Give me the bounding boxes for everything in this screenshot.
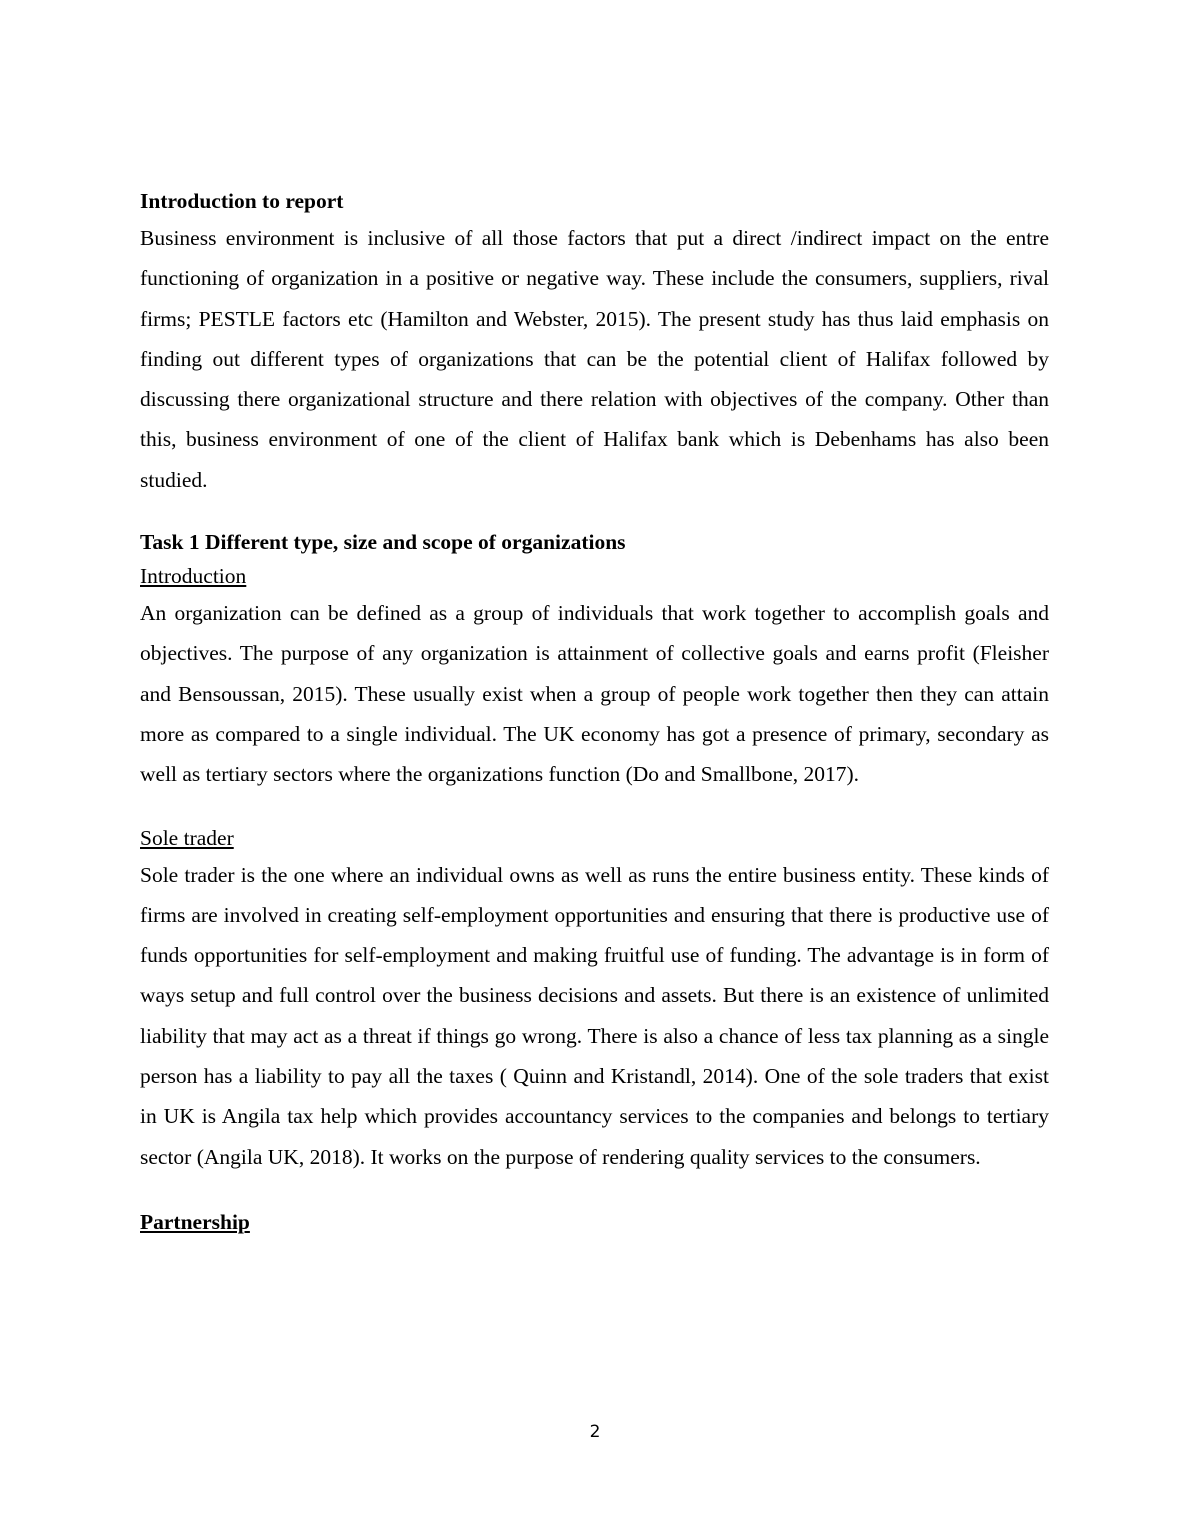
sole-trader-paragraph: Sole trader is the one where an individual owns as well as runs the entire business entity. These kinds of firms are involved in creating self-employment opportunities and ensuring that there is productive use of funds opportunities for self-employment and making fruitful use of funding. The advantage is in form of ways setup and full control over the business decisions and assets. But there is an existence of unlimited liability that may act as a threat if things go wrong. There is also a chance of less tax planning as a single person has a liability to pay all the taxes ( Quinn and Kristandl, 2014). One of the sole traders that exist in UK is Angila tax help which provides accountancy services to the companies and belongs to tertiary sector (Angila UK, 2018). It works on the purpose of rendering quality services to the consumers. xyxy=(140,862,1049,1169)
document-page xyxy=(140,184,1049,1239)
task1-introduction-paragraph: An organization can be defined as a group of individuals that work together to accomplish goals and objectives. The purpose of any organization is attainment of collective goals and earns profit (Fleisher and Bensoussan, 2015). These usually exist when a group of people work together then they can attain more as compared to a single individual. The UK economy has got a presence of primary, secondary as well as tertiary sectors where the organizations function (Do and Smallbone, 2017). xyxy=(140,601,1049,787)
sole-trader-subheading: Sole trader xyxy=(140,825,234,850)
spacer xyxy=(140,795,1049,821)
page-number: 2 xyxy=(589,1422,601,1442)
partnership-heading: Partnership xyxy=(140,1209,250,1234)
spacer xyxy=(140,500,1049,525)
intro-heading: Introduction to report xyxy=(140,189,344,213)
intro-paragraph: Business environment is inclusive of all those factors that put a direct /indirect impact on the entre functioning of organization in a positive or negative way. These include the consumers, suppliers, rival firms; PESTLE factors etc (Hamilton and Webster, 2015). The present study has thus laid emphasis on finding out different types of organizations that can be the potential client of Halifax followed by discussing there organizational structure and there relation with objectives of the company. Other than this, business environment of one of the client of Halifax bank which is Debenhams has also been studied. xyxy=(140,226,1049,492)
spacer xyxy=(140,1177,1049,1205)
task1-introduction-subheading: Introduction xyxy=(140,564,247,589)
task1-heading: Task 1 Different type, size and scope of organizations xyxy=(140,530,626,555)
